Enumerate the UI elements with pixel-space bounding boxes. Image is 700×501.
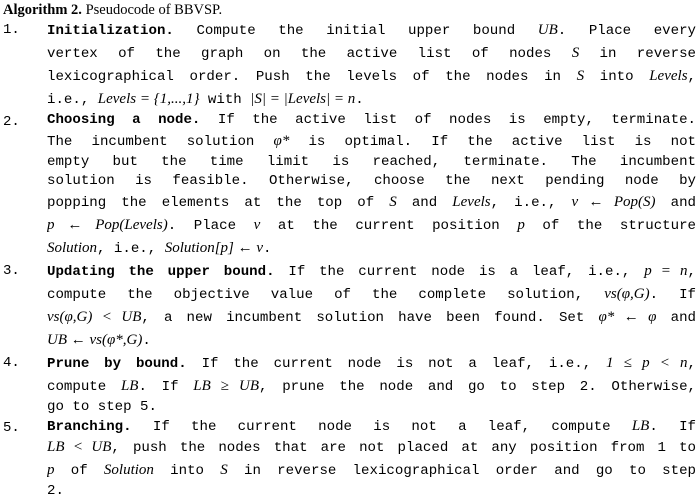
step-text: , push the nodes that are not placed at any position from 1 to xyxy=(111,440,696,456)
math-symbol: v xyxy=(253,217,261,233)
step-text: of the structure xyxy=(524,218,696,234)
step-line xyxy=(47,306,696,329)
step-text: If the active list of nodes is empty, terminate. xyxy=(217,112,696,128)
step-updating-upper-bound xyxy=(3,260,696,352)
step-text: of xyxy=(54,463,104,479)
step-text: , a new incumbent solution have been found. Set xyxy=(141,310,599,326)
step-text: . If xyxy=(138,379,194,395)
math-symbol: Solution xyxy=(47,240,98,256)
step-line xyxy=(47,482,696,501)
algorithm-title xyxy=(3,2,696,18)
step-branching xyxy=(3,417,696,501)
step-line xyxy=(47,111,696,130)
math-symbol: LB xyxy=(120,378,139,394)
step-line xyxy=(47,191,696,214)
step-text: empty but the time limit is reached, terminate. The incumbent xyxy=(47,154,696,170)
math-symbol: p xyxy=(517,217,525,233)
step-text: . xyxy=(142,333,151,349)
step-text: vertex of the graph on the active list of nodes xyxy=(47,46,572,62)
step-heading: Initialization. xyxy=(47,23,174,39)
step-text: , xyxy=(687,264,696,280)
step-initialization xyxy=(3,19,696,111)
step-line xyxy=(47,65,696,88)
step-text: is optimal. If the active list is not xyxy=(289,134,696,150)
step-text: i.e., xyxy=(47,92,98,108)
step-line xyxy=(47,459,696,482)
step-text: . If xyxy=(649,287,696,303)
step-line xyxy=(47,88,696,111)
math-symbol: Levels xyxy=(649,68,688,84)
step-line xyxy=(47,260,696,283)
step-text: go to step 5. xyxy=(47,399,157,415)
math-expression: Levels = {1,...,1} xyxy=(97,91,200,107)
step-text: The incumbent solution xyxy=(47,134,274,150)
math-expression: 1 ≤ p < n xyxy=(606,355,688,371)
math-symbol: Levels xyxy=(452,194,491,210)
step-number: 1. xyxy=(3,22,20,38)
step-text: into xyxy=(153,463,221,479)
step-line xyxy=(47,130,696,153)
math-symbol: S xyxy=(220,462,228,478)
algorithm-label: Algorithm 2. xyxy=(3,2,82,18)
math-expression: p = n xyxy=(644,263,688,279)
math-symbol: S xyxy=(571,45,580,61)
math-symbol: p xyxy=(47,462,55,478)
math-expression: LB < UB xyxy=(47,439,112,455)
math-expression: vs(φ,G) xyxy=(604,286,650,302)
step-text: compute the objective value of the complete solution, xyxy=(47,287,605,303)
step-number: 4. xyxy=(3,355,20,371)
step-heading: Updating the upper bound. xyxy=(47,264,275,280)
algorithm-steps xyxy=(3,19,696,501)
step-heading: Prune by bound. xyxy=(47,356,187,372)
step-line xyxy=(47,398,696,417)
math-expression: p ← Pop(Levels) xyxy=(47,217,168,233)
step-text: . Place xyxy=(167,218,254,234)
step-heading: Choosing a node. xyxy=(47,112,201,128)
step-text: If the current node is not a leaf, i.e., xyxy=(201,356,607,372)
step-line xyxy=(47,375,696,398)
step-line xyxy=(47,237,696,260)
step-number: 3. xyxy=(3,263,20,279)
step-choosing-node xyxy=(3,111,696,260)
step-text: , prune the node and go to step 2. Otherwise, xyxy=(259,379,696,395)
step-text: popping the elements at the top of xyxy=(47,195,390,211)
step-text: solution is feasible. Otherwise, choose the next pending node by xyxy=(47,173,696,189)
step-text: . Place every xyxy=(557,23,696,39)
math-symbol: φ* xyxy=(273,133,290,149)
step-text: . If xyxy=(649,419,696,435)
step-text: , xyxy=(687,69,696,85)
step-line xyxy=(47,172,696,191)
step-text: 2. xyxy=(47,483,64,499)
math-expression: |S| = |Levels| = n xyxy=(250,91,356,107)
step-text: , i.e., xyxy=(490,195,572,211)
math-symbol: Solution xyxy=(103,462,154,478)
step-text: at the current position xyxy=(260,218,518,234)
step-text: , i.e., xyxy=(97,241,165,257)
step-number: 5. xyxy=(3,420,20,436)
math-expression: LB ≥ UB xyxy=(193,378,260,394)
step-line xyxy=(47,352,696,375)
step-line xyxy=(47,42,696,65)
step-line xyxy=(47,19,696,42)
step-text: and xyxy=(656,310,696,326)
step-text: . xyxy=(263,241,272,257)
step-heading: Branching. xyxy=(47,419,132,435)
math-expression: φ* ← φ xyxy=(598,309,657,325)
step-prune-by-bound xyxy=(3,352,696,417)
step-line xyxy=(47,436,696,459)
math-expression: UB ← vs(φ*,G) xyxy=(47,332,143,348)
step-text: Compute the initial upper bound xyxy=(196,23,538,39)
step-text: with xyxy=(199,92,251,108)
math-symbol: S xyxy=(576,68,585,84)
math-expression: Solution[p] ← v xyxy=(164,240,264,256)
step-line xyxy=(47,153,696,172)
math-symbol: LB xyxy=(631,418,650,434)
step-text: in reverse lexicographical order and go to step xyxy=(227,463,696,479)
math-symbol: UB xyxy=(537,22,558,38)
step-text: . xyxy=(355,92,364,108)
algorithm-caption: Pseudocode of BBVSP. xyxy=(85,2,223,18)
step-text: , xyxy=(687,356,696,372)
step-line xyxy=(47,329,696,352)
step-text: and xyxy=(396,195,453,211)
math-symbol: S xyxy=(389,194,397,210)
step-number: 2. xyxy=(3,114,20,130)
step-line xyxy=(47,417,696,436)
step-text: and xyxy=(655,195,696,211)
step-text: into xyxy=(584,69,650,85)
step-text: lexicographical order. Push the levels of the nodes in xyxy=(47,69,577,85)
step-text: compute xyxy=(47,379,121,395)
step-text: in reverse xyxy=(579,46,696,62)
step-line xyxy=(47,214,696,237)
math-expression: v ← Pop(S) xyxy=(571,194,656,210)
step-line xyxy=(47,283,696,306)
step-text: If the current node is a leaf, i.e., xyxy=(288,264,645,280)
step-text: If the current node is not a leaf, compute xyxy=(152,419,632,435)
math-expression: vs(φ,G) < UB xyxy=(47,309,142,325)
